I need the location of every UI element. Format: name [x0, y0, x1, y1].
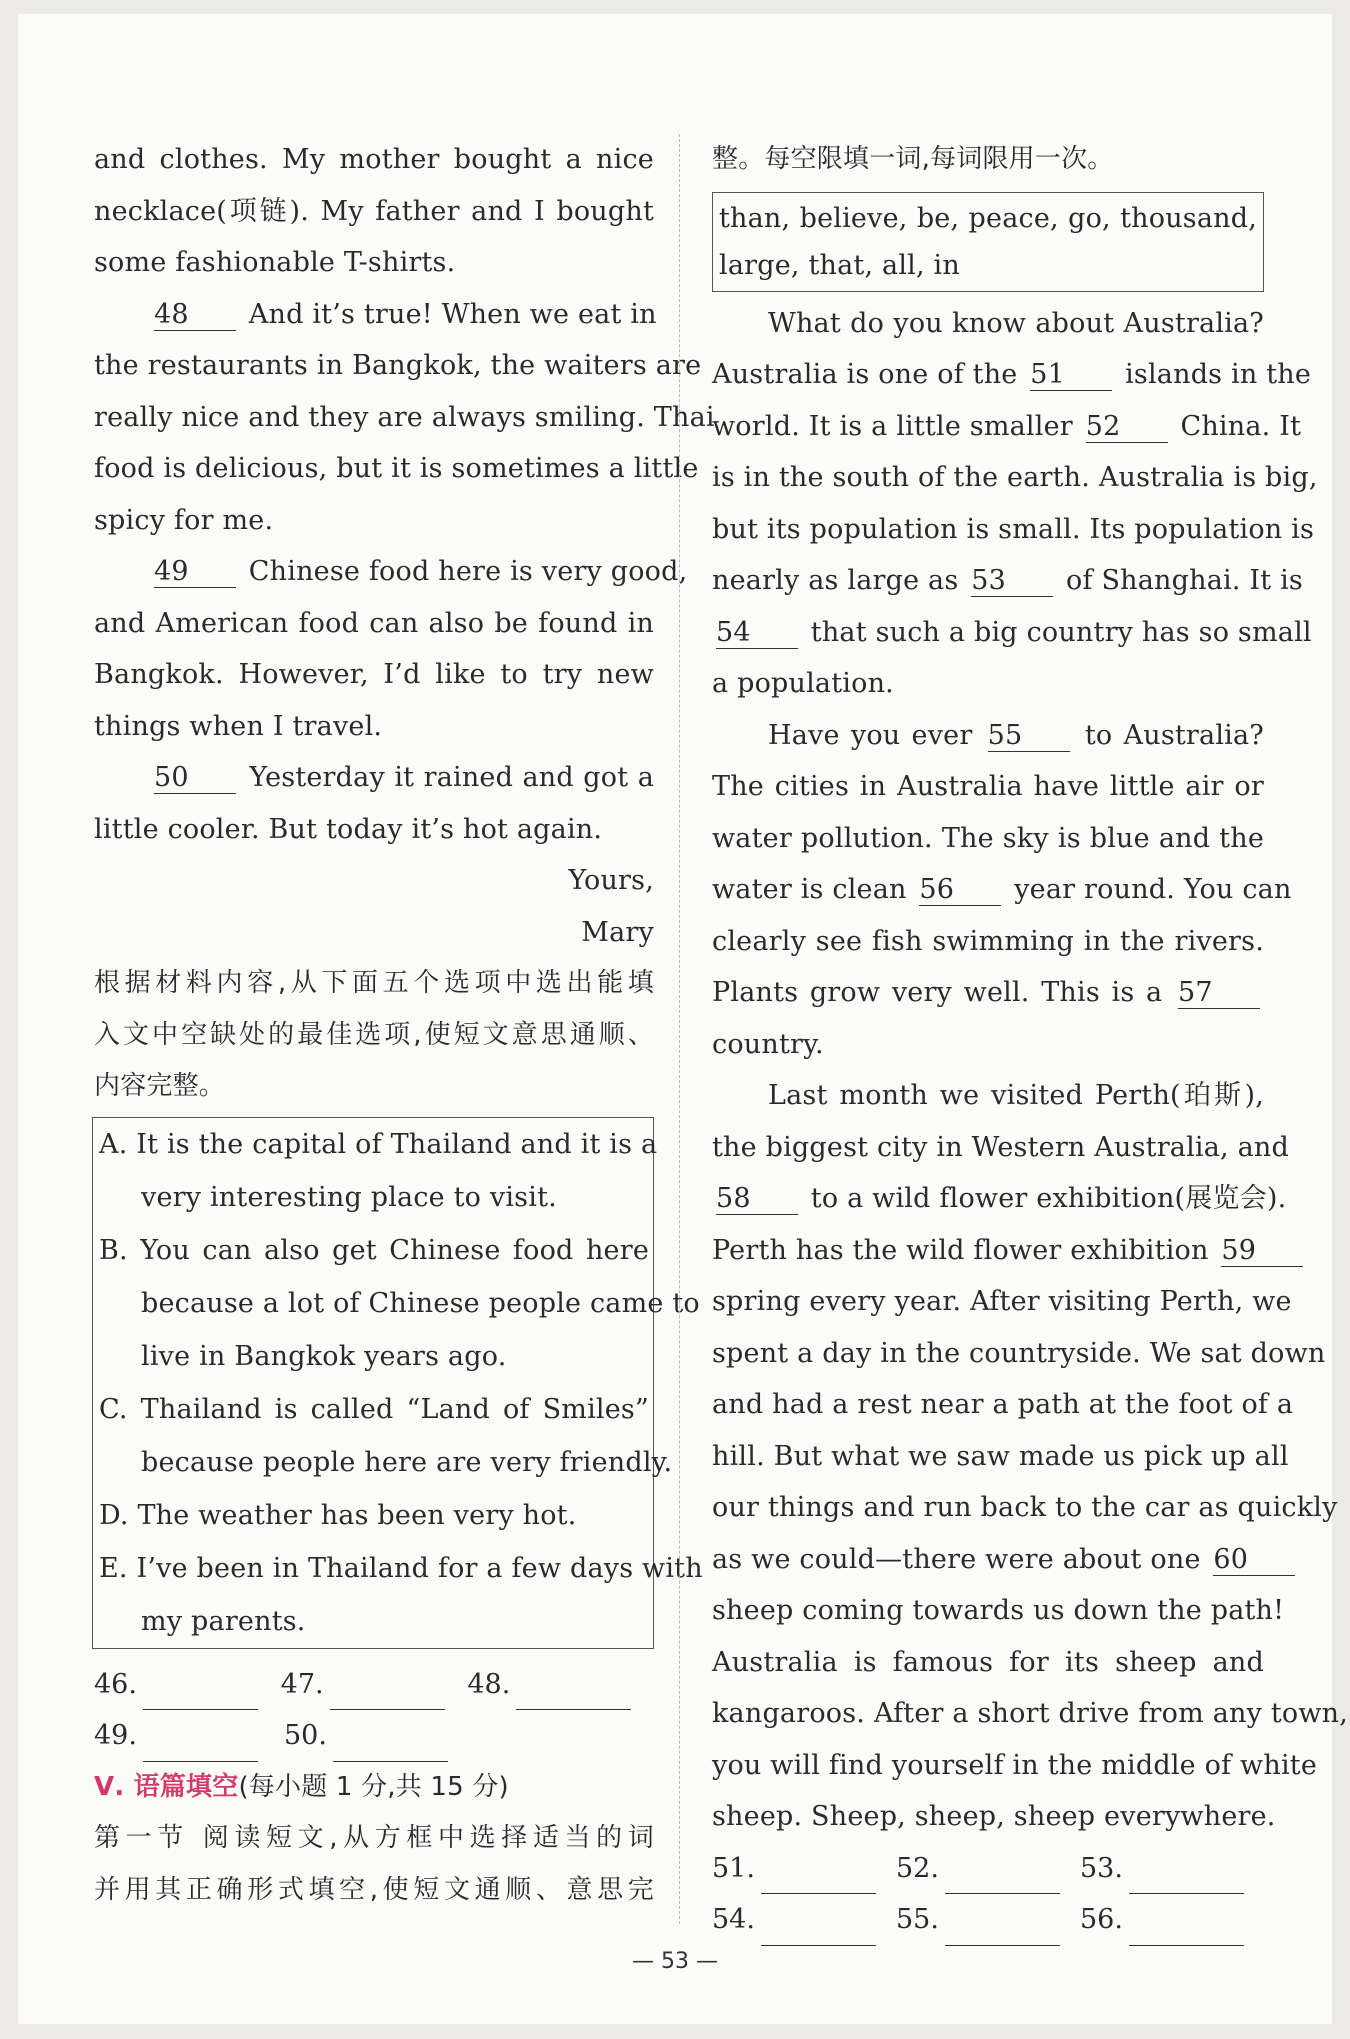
blank-55: 55: [988, 721, 1070, 752]
text-line: is in the south of the earth. Australia is big,: [712, 462, 1318, 493]
letter-signature: Mary: [581, 916, 654, 948]
answer-53[interactable]: 53.: [1080, 1843, 1264, 1895]
text-line: our things and run back to the car as quickly: [712, 1492, 1338, 1523]
option-e-cont: my parents.: [141, 1605, 306, 1637]
text-line: sheep coming towards us down the path!: [712, 1595, 1285, 1626]
option-d: D. The weather has been very hot.: [99, 1499, 577, 1531]
text-line: kangaroos. After a short drive from any town,: [712, 1698, 1349, 1729]
blank-51: 51: [1030, 360, 1112, 391]
blank-59: 59: [1221, 1236, 1303, 1267]
text-line: country.: [712, 1028, 824, 1060]
answer-55[interactable]: 55.: [896, 1894, 1080, 1946]
text-line: 48 And it’s true! When we eat in: [154, 298, 657, 330]
blank-60: 60: [1213, 1545, 1295, 1576]
column-divider: [679, 134, 680, 1924]
text-line: the restaurants in Bangkok, the waiters are: [94, 350, 702, 381]
text-line: the biggest city in Western Australia, and: [712, 1131, 1289, 1163]
text-line: 49 Chinese food here is very good,: [154, 556, 688, 587]
instruction-line: 整。每空限填一词,每词限用一次。: [712, 144, 1114, 174]
blank-48: 48: [154, 300, 236, 331]
instruction-line: 入文中空缺处的最佳选项,使短文意思通顺、: [94, 1019, 654, 1050]
text-line: 50 Yesterday it rained and got a: [154, 762, 654, 793]
text-line: hill. But what we saw made us pick up all: [712, 1440, 1289, 1472]
section-instruction: 并用其正确形式填空,使短文通顺、意思完: [94, 1874, 654, 1905]
letter-closing: Yours,: [568, 865, 654, 896]
page-number: — 53 —: [632, 1949, 718, 1974]
text-line: food is delicious, but it is sometimes a little: [94, 453, 699, 484]
answer-50[interactable]: 50.: [284, 1710, 474, 1762]
section-heading: Ⅴ. 语篇填空(每小题 1 分,共 15 分): [94, 1771, 509, 1802]
blank-50: 50: [154, 763, 236, 794]
option-b-cont: live in Bangkok years ago.: [141, 1340, 507, 1372]
answer-row: [94, 1659, 654, 1711]
text-line: Bangkok. However, I’d like to try new: [94, 659, 654, 690]
text-line: Plants grow very well. This is a 57: [712, 967, 1264, 1019]
option-c: C. Thailand is called “Land of Smiles”: [99, 1393, 649, 1425]
option-b: B. You can also get Chinese food here: [99, 1234, 649, 1266]
options-box: [92, 1117, 703, 1649]
word-box: [712, 192, 1264, 292]
text-line: a population.: [712, 668, 894, 699]
text-line: and clothes. My mother bought a nice: [94, 144, 654, 175]
option-e: E. I’ve been in Thailand for a few days with: [99, 1552, 703, 1584]
text-line: some fashionable T-shirts.: [94, 247, 456, 278]
blank-57: 57: [1178, 978, 1260, 1009]
text-line: as we could—there were about one 60: [712, 1534, 1264, 1586]
option-c-cont: because people here are very friendly.: [141, 1446, 673, 1478]
text-line: Australia is famous for its sheep and: [712, 1646, 1264, 1678]
left-column: [94, 134, 715, 1916]
word-list: than, believe, be, peace, go, thousand,: [719, 202, 1257, 234]
text-line: really nice and they are always smiling. Thai: [94, 401, 715, 433]
text-line: Perth has the wild flower exhibition 59: [712, 1225, 1264, 1277]
answer-52[interactable]: 52.: [896, 1843, 1080, 1895]
blank-53: 53: [971, 566, 1053, 597]
text-line: water pollution. The sky is blue and the: [712, 822, 1264, 854]
text-line: spent a day in the countryside. We sat down: [712, 1337, 1326, 1369]
answer-row: [712, 1843, 1264, 1895]
text-line: and had a rest near a path at the foot of a: [712, 1389, 1294, 1420]
option-b-cont: because a lot of Chinese people came to: [141, 1287, 700, 1319]
text-line: 58 to a wild flower exhibition(展览会).: [716, 1183, 1287, 1214]
answer-49[interactable]: 49.: [94, 1710, 284, 1762]
answer-54[interactable]: 54.: [712, 1894, 896, 1946]
text-line: but its population is small. Its population is: [712, 513, 1315, 545]
answer-48[interactable]: 48.: [467, 1659, 654, 1711]
text-line: 54 that such a big country has so small: [716, 616, 1312, 648]
text-line: water is clean 56 year round. You can: [712, 874, 1292, 905]
text-line: nearly as large as 53 of Shanghai. It is: [712, 565, 1303, 596]
instruction-line: 根据材料内容,从下面五个选项中选出能填: [94, 968, 654, 998]
text-line: sheep. Sheep, sheep, sheep everywhere.: [712, 1801, 1276, 1832]
blank-58: 58: [716, 1184, 798, 1215]
text-line: and American food can also be found in: [94, 607, 654, 639]
answer-46[interactable]: 46.: [94, 1659, 281, 1711]
answer-row: [94, 1710, 654, 1762]
text-line: clearly see fish swimming in the rivers.: [712, 925, 1264, 957]
text-line: things when I travel.: [94, 710, 383, 742]
word-list: large, that, all, in: [719, 249, 960, 281]
blank-49: 49: [154, 557, 236, 588]
option-a: A. It is the capital of Thailand and it is a: [99, 1128, 658, 1160]
text-line: Last month we visited Perth(珀斯),: [768, 1080, 1264, 1111]
blank-56: 56: [919, 875, 1001, 906]
instruction-line: 内容完整。: [94, 1071, 226, 1101]
text-line: Have you ever 55 to Australia?: [768, 719, 1264, 751]
text-line: spicy for me.: [94, 504, 274, 536]
text-line: Australia is one of the 51 islands in the: [712, 359, 1312, 390]
blank-54: 54: [716, 618, 798, 649]
text-line: What do you know about Australia?: [768, 307, 1264, 339]
answer-51[interactable]: 51.: [712, 1843, 896, 1895]
text-line: The cities in Australia have little air or: [712, 771, 1264, 802]
text-line: spring every year. After visiting Perth, we: [712, 1286, 1292, 1317]
option-a-cont: very interesting place to visit.: [141, 1181, 557, 1213]
answer-row: [712, 1894, 1264, 1946]
text-line: world. It is a little smaller 52 China. It: [712, 410, 1302, 442]
section-instruction: 第一节 阅读短文,从方框中选择适当的词: [94, 1823, 654, 1853]
text-line: you will find yourself in the middle of white: [712, 1749, 1318, 1781]
text-line: necklace(项链). My father and I bought: [94, 195, 654, 227]
workbook-page: [18, 14, 1349, 2024]
right-column: [712, 134, 1349, 1946]
blank-52: 52: [1086, 412, 1168, 443]
text-line: little cooler. But today it’s hot again.: [94, 813, 603, 845]
answer-47[interactable]: 47.: [281, 1659, 468, 1711]
answer-56[interactable]: 56.: [1080, 1894, 1264, 1946]
